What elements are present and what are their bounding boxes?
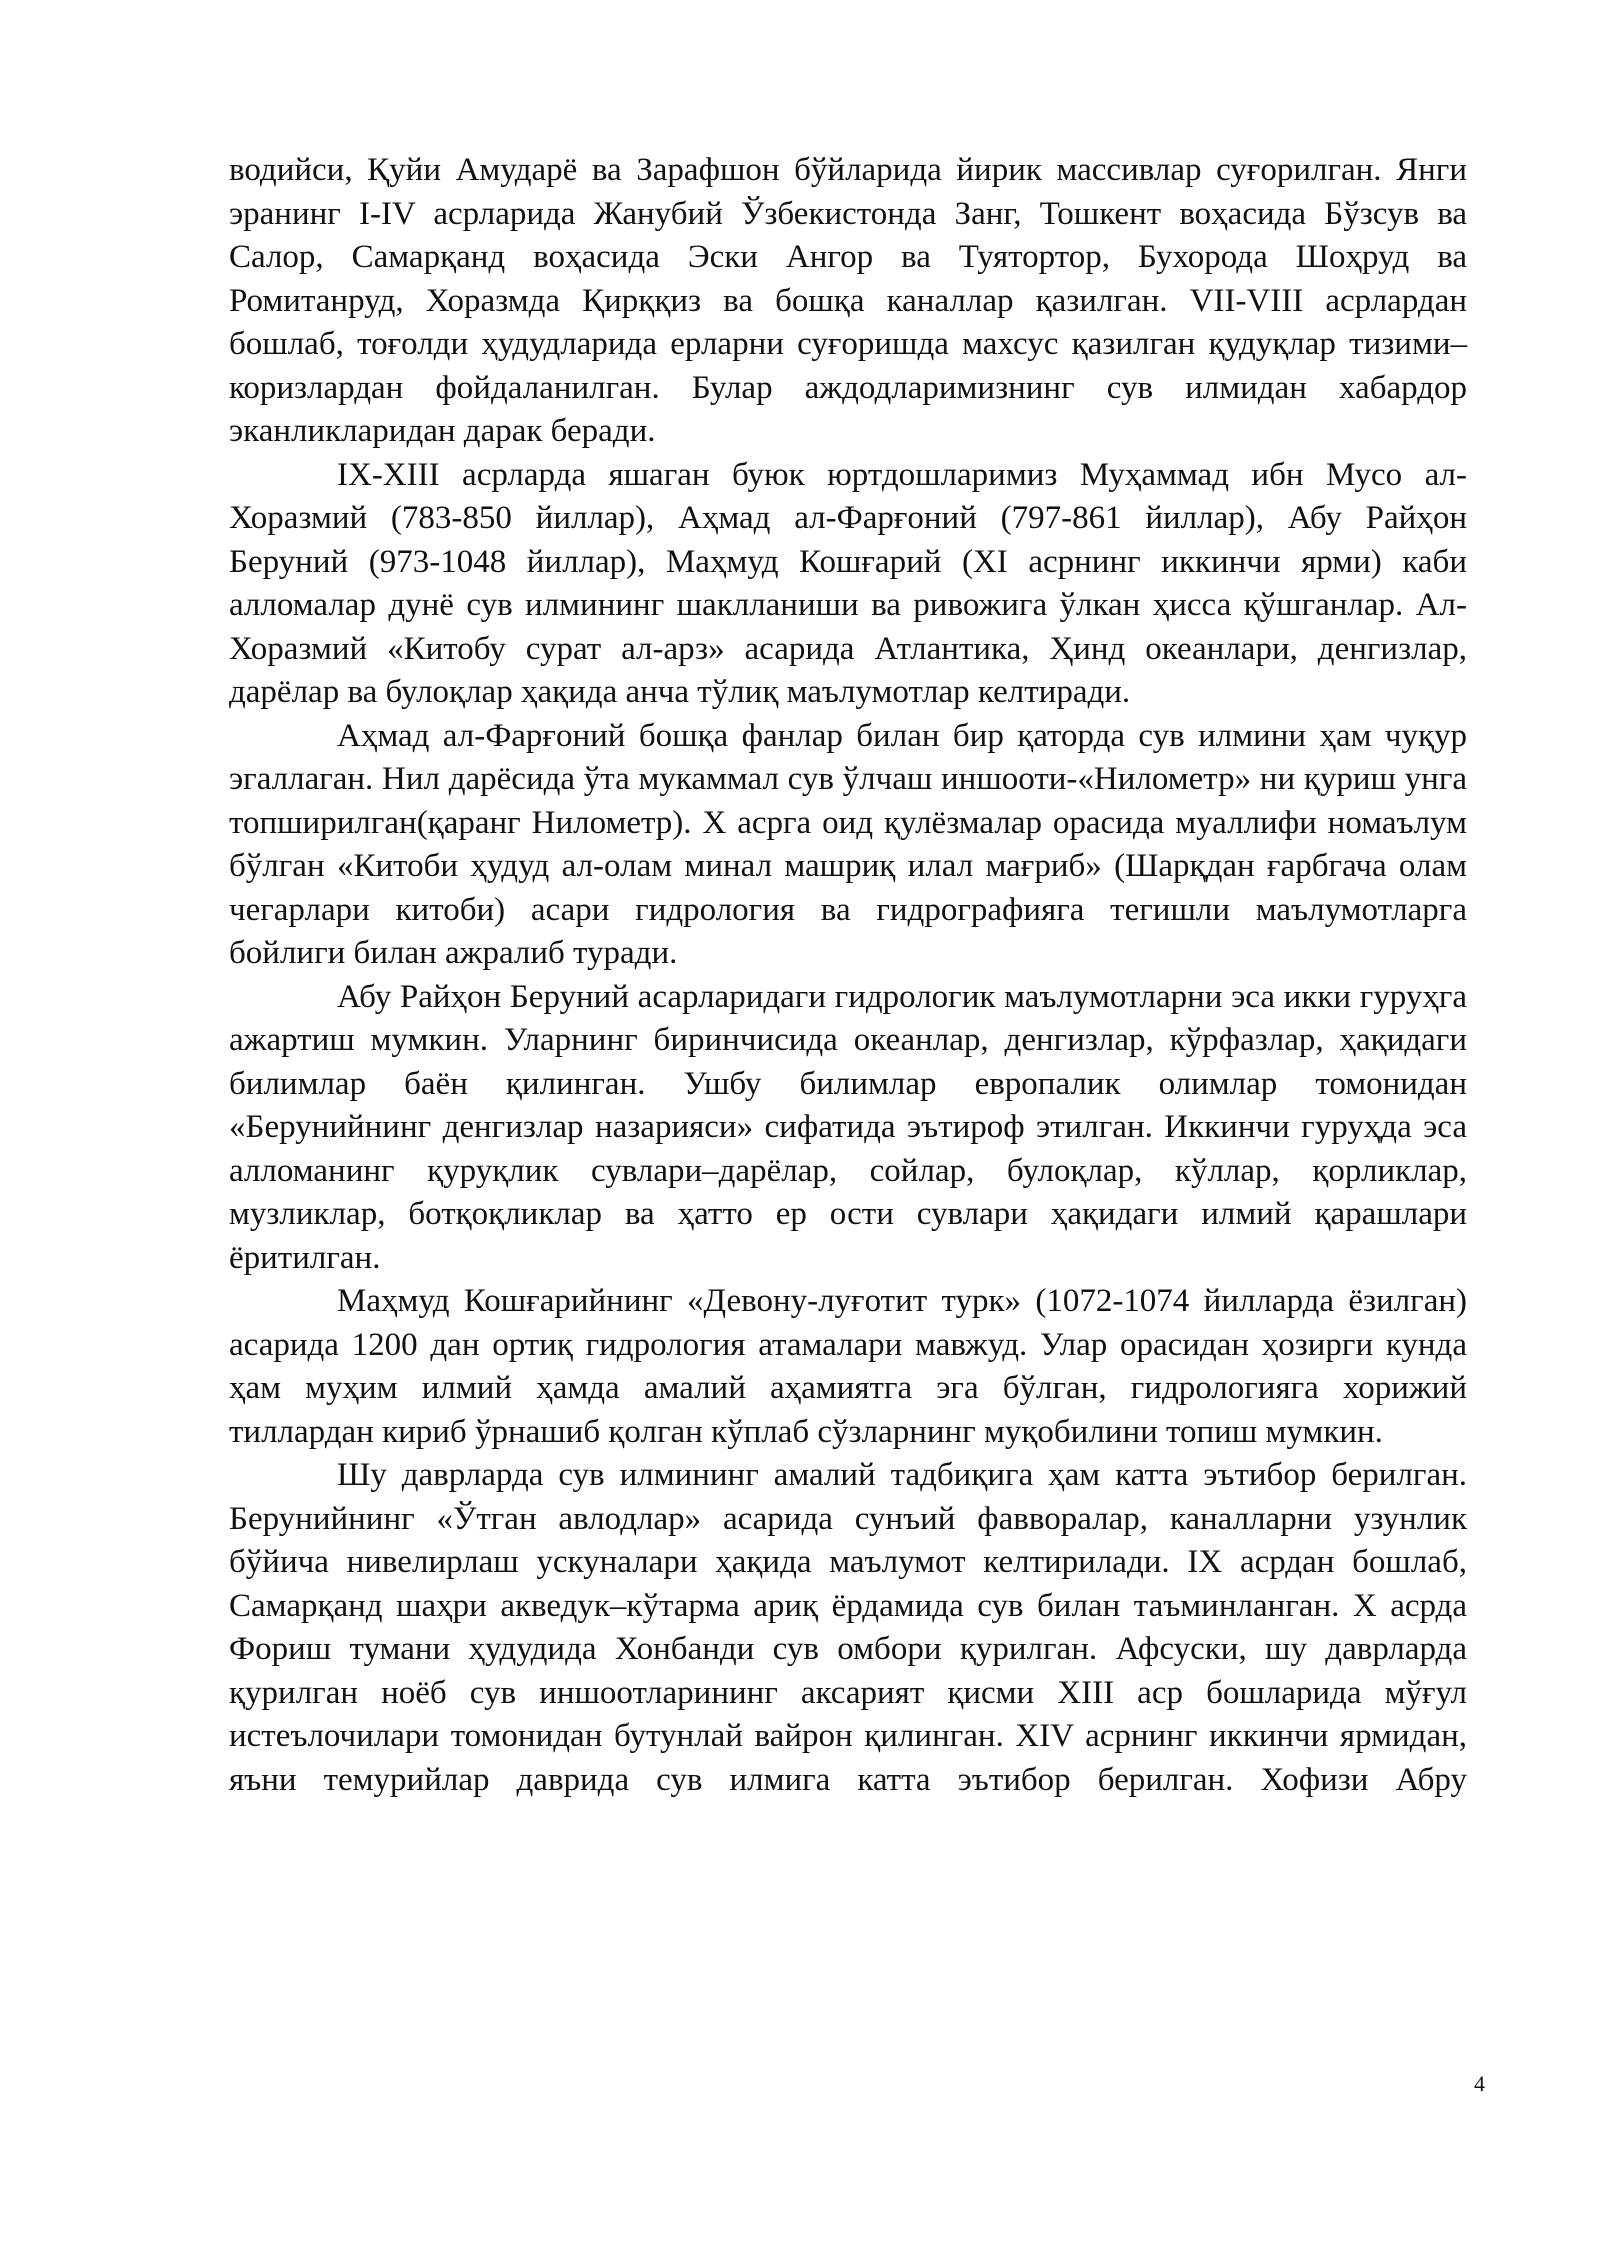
paragraph-5: Маҳмуд Кошғарийнинг «Девону-луғотит турк» (1072-1074 йилларда ёзилган) асарида 1200 дан ортиқ гидрология атамалари мавжуд. Улар орасидан ҳозирги кунда ҳам муҳим илмий ҳамда амалий аҳамиятга эга бўлган, гидрологияга хорижий тиллардан кириб ўрнашиб қолган кўплаб сўзларнинг муқобилини топиш мумкин. xyxy=(229,1283,1467,1450)
paragraph-2: IX-XIII асрларда яшаган буюк юртдошларимиз Муҳаммад ибн Мусо ал-Хоразмий (783-850 йиллар), Аҳмад ал-Фарғоний (797-861 йиллар), Абу Райҳон Беруний (973-1048 йиллар), Маҳмуд Кошғарий (XI асрнинг иккинчи ярми) каби алломалар дунё сув илмининг шаклланиши ва ривожига ўлкан ҳисса қўшганлар. Ал-Хоразмий «Китобу сурат ал-арз» асарида Атлантика, Ҳинд океанлари, денгизлар, дарёлар ва булоқлар ҳақида анча тўлиқ маълумотлар келтиради. xyxy=(229,456,1467,710)
paragraph-3: Аҳмад ал-Фарғоний бошқа фанлар билан бир қаторда сув илмини ҳам чуқур эгаллаган. Нил дарёсида ўта мукаммал сув ўлчаш иншооти-«Нилометр» ни қуриш унга топширилган(қаранг Нилометр). X асрга оид қулёзмалар орасида муаллифи номаълум бўлган «Китоби ҳудуд ал-олам минал машриқ илал мағриб» (Шарқдан ғарбгача олам чегарлари китоби) асари гидрология ва гидрографияга тегишли маълумотларга бойлиги билан ажралиб туради. xyxy=(229,717,1467,971)
paragraph-4: Абу Райҳон Беруний асарларидаги гидрологик маълумотларни эса икки гуруҳга ажартиш мумкин. Уларнинг биринчисида океанлар, денгизлар, кўрфазлар, ҳақидаги билимлар баён қилинган. Ушбу билимлар европалик олимлар томонидан «Берунийнинг денгизлар назарияси» сифатида эътироф этилган. Иккинчи гуруҳда эса алломанинг қуруқлик сувлари–дарёлар, сойлар, булоқлар, кўллар, қорликлар, музликлар, ботқоқликлар ва ҳатто ер ости сувлари ҳақидаги илмий қарашлари ёритилган. xyxy=(229,978,1467,1276)
page-number: 4 xyxy=(1474,2071,1485,2096)
paragraph-1: водийси, Қуйи Амударё ва Зарафшон бўйларида йирик массивлар суғорилган. Янги эранинг I-IV асрларида Жанубий Ўзбекистонда Занг, Тошкент воҳасида Бўзсув ва Салор, Самарқанд воҳасида Эски Ангор ва Туятортор, Бухорода Шоҳруд ва Ромитанруд, Хоразмда Қирққиз ва бошқа каналлар қазилган. VII-VIII асрлардан бошлаб, тоғолди ҳудудларида ерларни суғоришда махсус қазилган қудуқлар тизими–коризлардан фойдаланилган. Булар аждодларимизнинг сув илмидан хабардор эканликларидан дарак беради. xyxy=(229,152,1467,449)
page-body xyxy=(229,149,1467,1802)
paragraph-6: Шу даврларда сув илмининг амалий тадбиқига ҳам катта эътибор берилган. Берунийнинг «Ўтган авлодлар» асарида сунъий фавворалар, каналларни узунлик бўйича нивелирлаш ускуналари ҳақида маълумот келтирилади. IX асрдан бошлаб, Самарқанд шаҳри акведук–кўтарма ариқ ёрдамида сув билан таъминланган. X асрда Фориш тумани ҳудудида Хонбанди сув омбори қурилган. Афсуски, шу даврларда қурилган ноёб сув иншоотларининг аксарият қисми XIII аср бошларида мўғул истеълочилари томонидан бутунлай вайрон қилинган. XIV асрнинг иккинчи ярмидан, яъни темурийлар даврида сув илмига катта эътибор берилган. Хофизи Абру xyxy=(229,1457,1467,1798)
